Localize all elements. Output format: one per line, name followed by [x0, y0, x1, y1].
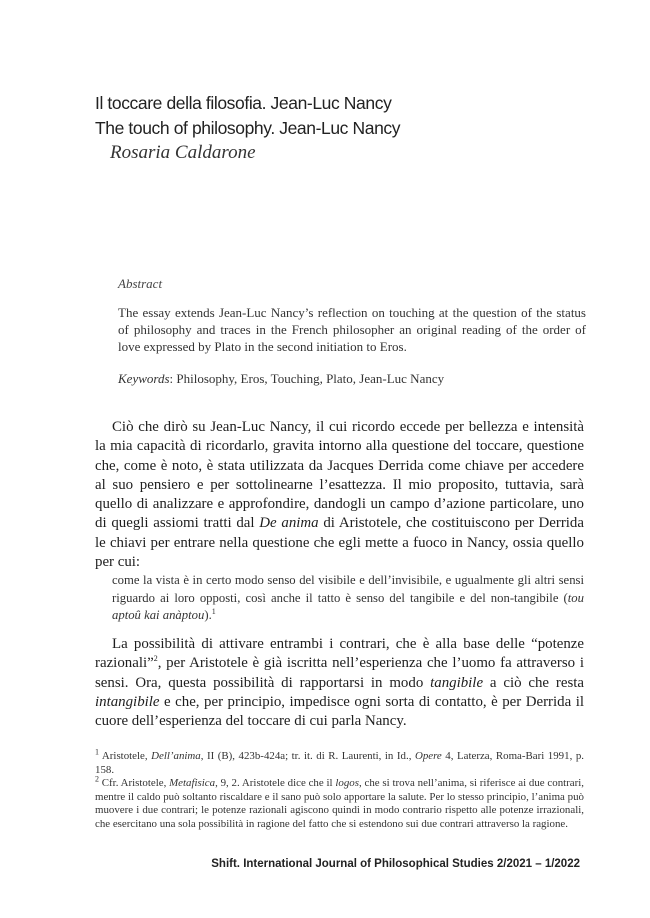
paragraph-text: di Aristotele, che costituiscono per Derrida le chiavi per entrare nella questione che egli mette a fuoco in Nancy, ossia quello per cui: [95, 515, 584, 570]
footnote-text: 4, Laterza, Roma-Bari 1991, p. 158. [95, 750, 584, 776]
footnote-text: Cfr. Aristotele, [99, 777, 170, 790]
italic-term: tangibile [430, 674, 484, 691]
abstract-heading: Abstract [118, 276, 163, 291]
keywords-list: : Philosophy, Eros, Touching, Plato, Jean-Luc Nancy [169, 371, 445, 386]
body-paragraph-2 [95, 635, 584, 731]
footnote-2 [95, 774, 585, 831]
italic-term: Metafisica [169, 777, 216, 790]
quote-text: come la vista è in certo modo senso del visibile e dell’invisibile, e ugualmente gli altri sensi riguardo ai loro opposti, così anche il tatto è senso del tangibile e del non-tangibile ( [112, 573, 584, 605]
footnote-number: 1 [95, 747, 99, 757]
paragraph-text: e che, per principio, impedisce ogni sorta di contatto, è per Derrida il cuore dell’esperienza del toccare di cui parla Nancy. [95, 693, 584, 729]
footnote-ref[interactable]: 1 [211, 606, 216, 616]
italic-term: logos [335, 777, 359, 790]
keywords-line [118, 371, 588, 387]
footnote-text: Aristotele, [99, 750, 152, 762]
footnote-text: , II (B), 423b-424a; tr. it. di R. Laurenti, in Id., [200, 750, 415, 762]
quote-text: ). [204, 608, 212, 622]
italic-term: Dell’anima [151, 750, 201, 762]
italic-term: Opere [414, 750, 442, 762]
keywords-label: Keywords [118, 371, 170, 386]
paragraph-text: a ciò che resta [483, 674, 584, 691]
author-name: Rosaria Caldarone [110, 142, 256, 163]
footnote-1 [95, 747, 584, 777]
italic-term: intangibile [95, 693, 160, 710]
paragraph-text: La possibilità di attivare entrambi i contrari, che è alla base delle “potenze razionali” [95, 636, 584, 672]
article-title-italian: Il toccare della filosofia. Jean-Luc Nancy [95, 93, 392, 113]
article-title-english: The touch of philosophy. Jean-Luc Nancy [95, 118, 401, 138]
footnotes [95, 747, 585, 832]
italic-term: tou aptoû kai anàptou [112, 590, 584, 622]
journal-footer: Shift. International Journal of Philosophical Studies 2/2021 – 1/2022 [211, 858, 580, 870]
footnote-text: , che si trova nell’anima, si riferisce ai due contrari, mentre il caldo può soltanto riscaldare e il sano può solo apportare la salute. Per lo stesso principio, l’anima può muovere i due contrari; le potenze razionali agiscono quindi in modo contrario rispetto alle potenze irrazionali, che esercitano una sola possibilità in ragione del fatto che si estendono sui due contrari attraverso la ragione. [95, 777, 585, 830]
footnote-text: , 9, 2. Aristotele dice che il [215, 777, 336, 790]
paragraph-text: Ciò che dirò su Jean-Luc Nancy, il cui ricordo eccede per bellezza e intensità la mia capacità di ricordarlo, gravita intorno alla questione del toccare, questione che, come è noto, è stata utilizzata da Jacques Derrida come chiave per accedere al suo pensiero e per sottolinearne l’esattezza. Il mio proposito, tuttavia, sarà quello di analizzare e approfondire, dandogli un campo d’azione particolare, uno di quegli assiomi tratti dal [95, 419, 584, 532]
paragraph-text: , per Aristotele è già iscritta nell’esperienza che l’uomo fa attraverso i sensi. Ora, questa possibilità di rapportarsi in modo [95, 655, 584, 691]
abstract-text: The essay extends Jean-Luc Nancy’s reflection on touching at the question of the status of philosophy and traces in the French philosopher an original reading of the order of love expressed by Plato in the second initiation to Eros. [118, 305, 586, 354]
footnote-ref[interactable]: 2 [153, 654, 158, 664]
italic-term: De anima [259, 515, 319, 532]
footnote-number: 2 [95, 774, 99, 784]
body-paragraph-1 [95, 418, 584, 572]
block-quote [112, 572, 584, 625]
